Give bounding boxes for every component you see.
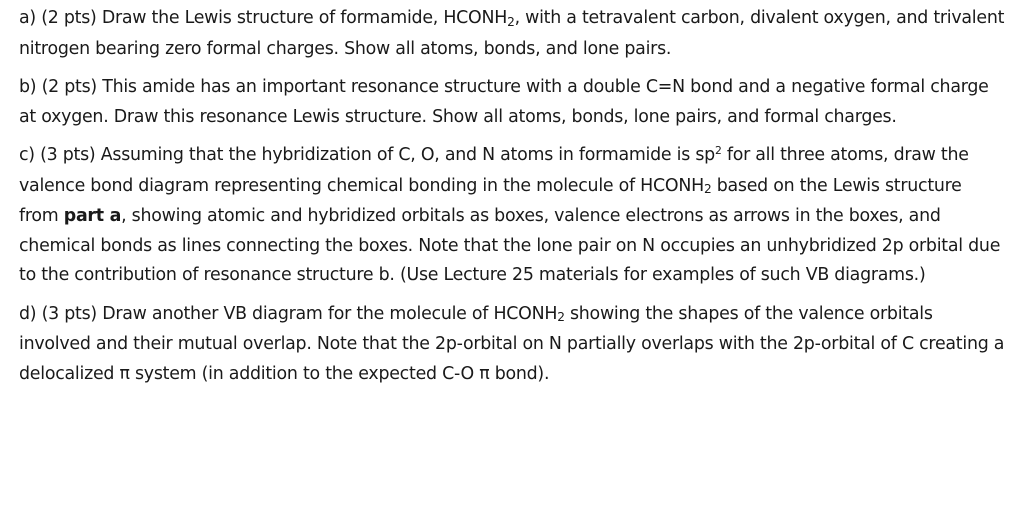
subscript-2: 2 <box>557 310 565 325</box>
question-a-text: a) (2 pts) Draw the Lewis structure of formamide, HCONH <box>19 8 508 28</box>
subscript-2: 2 <box>703 182 712 197</box>
question-a <box>19 4 1006 64</box>
question-c-text: based on the Lewis structure from <box>19 175 962 226</box>
question-c-text: c) (3 pts) Assuming that the hybridization of C, O, and N atoms in formamide is sp <box>19 145 715 165</box>
question-d <box>19 300 1006 390</box>
question-d-text: showing the shapes of the valence orbitals involved and their mutual overlap. Note that the 2p-orbital on N partially overlaps with the 2p-orbital of C creating a delocalized π system (in addition to the expected C-O π bond). <box>19 303 1005 384</box>
question-d-text: d) (3 pts) Draw another VB diagram for the molecule of HCONH <box>19 303 558 324</box>
question-c-text: for all three atoms, draw the valence bond diagram representing chemical bonding in the molecule of HCONH <box>19 145 969 196</box>
bold-part-a: part a <box>63 206 122 226</box>
question-b <box>19 73 1006 132</box>
question-a-text: , with a tetravalent carbon, divalent oxygen, and trivalent nitrogen bearing zero formal charges. Show all atoms, bonds, and lone pairs. <box>19 8 1005 59</box>
subscript-2: 2 <box>507 14 515 29</box>
question-b-text: b) (2 pts) This amide has an important resonance structure with a double C=N bond and a negative formal charge at oxygen. Draw this resonance Lewis structure. Show all atoms, bonds, lone pairs, and formal charges. <box>19 77 989 127</box>
superscript-2: 2 <box>714 144 722 158</box>
question-c-text: , showing atomic and hybridized orbitals as boxes, valence electrons as arrows in the boxes, and chemical bonds as lines connecting the boxes. Note that the lone pair on N occupies an unhybridized 2p orbital due to the contribution of resonance structure b. (Use Lecture 25 materials for examples of such VB diagrams.) <box>19 206 1001 285</box>
question-c <box>19 141 1006 291</box>
